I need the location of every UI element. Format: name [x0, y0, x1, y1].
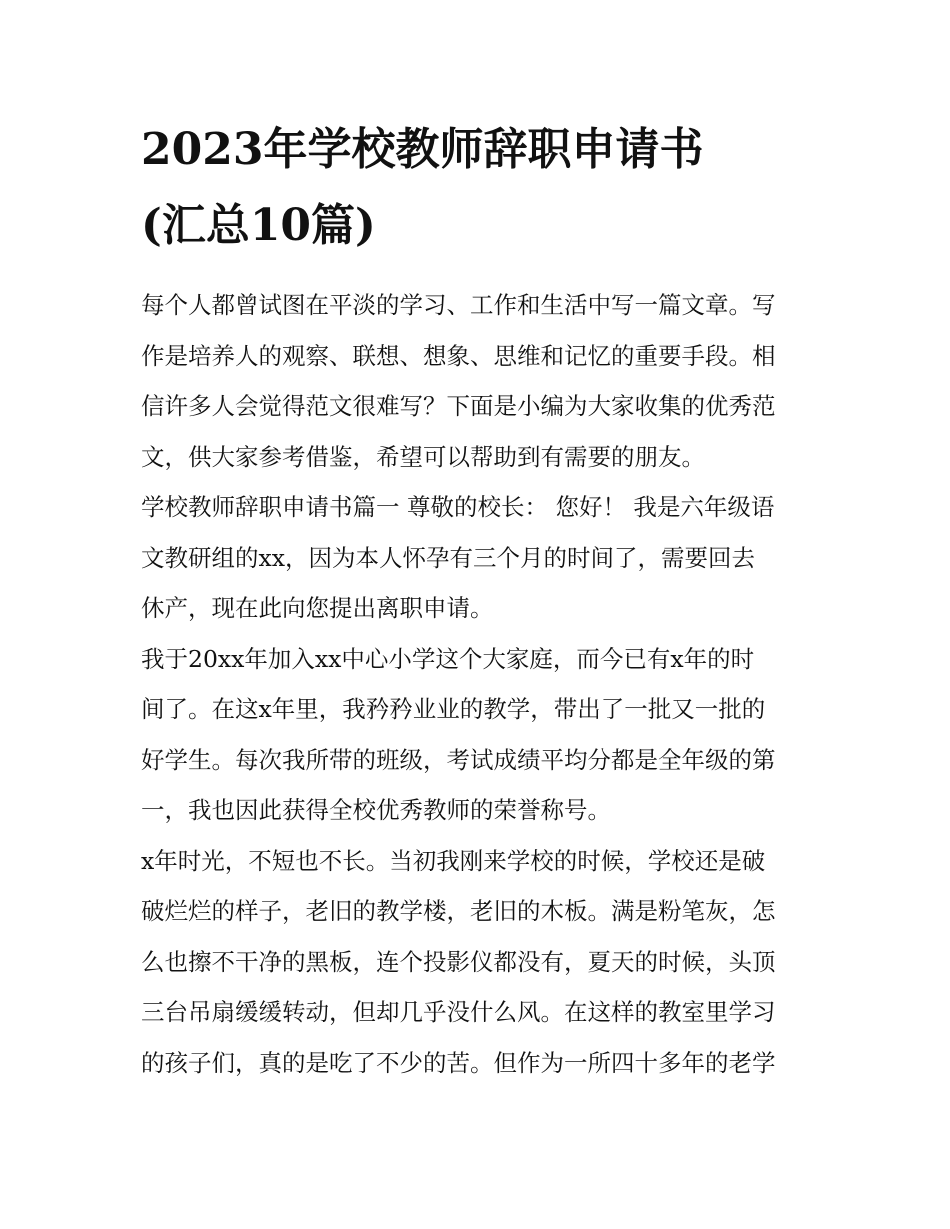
- title-line: (汇总10篇): [141, 200, 376, 251]
- text-line: 一，我也因此获得全校优秀教师的荣誉称号。: [141, 796, 611, 824]
- text-line: 每个人都曾试图在平淡的学习、工作和生活中写一篇文章。写: [141, 291, 776, 319]
- intro-paragraph: [141, 280, 811, 482]
- text-line: 文，供大家参考借鉴，希望可以帮助到有需要的朋友。: [141, 442, 705, 471]
- text-line: 三台吊扇缓缓转动，但却几乎没什么风。在这样的教室里学习: [141, 998, 776, 1026]
- memories-paragraph: [141, 836, 811, 1089]
- text-line: 休产，现在此向您提出离职申请。: [141, 594, 494, 622]
- document-body: [141, 280, 811, 1088]
- text-line: 信许多人会觉得范文很难写？下面是小编为大家收集的优秀范: [141, 392, 776, 420]
- text-line: 间了。在这x年里，我矜矜业业的教学，带出了一批又一批的: [141, 695, 766, 723]
- text-line: 么也擦不干净的黑板，连个投影仪都没有，夏天的时候，头顶: [141, 947, 776, 976]
- text-line: 作是培养人的观察、联想、想象、思维和记忆的重要手段。相: [141, 341, 776, 370]
- text-line: 文教研组的xx，因为本人怀孕有三个月的时间了，需要回去: [141, 543, 756, 572]
- text-line: 我于20xx年加入xx中心小学这个大家庭，而今已有x年的时: [141, 644, 755, 673]
- text-line: 的孩子们，真的是吃了不少的苦。但作为一所四十多年的老学: [141, 1048, 776, 1077]
- title-line: 2023年学校教师辞职申请书: [141, 124, 704, 175]
- career-paragraph: [141, 634, 811, 836]
- document-title: [141, 112, 821, 264]
- text-line: 学校教师辞职申请书篇一 尊敬的校长： 您好！ 我是六年级语: [141, 493, 775, 521]
- text-line: 好学生。每次我所带的班级，考试成绩平均分都是全年级的第: [141, 745, 776, 774]
- letter-opening-paragraph: [141, 482, 811, 634]
- text-line: x年时光，不短也不长。当初我刚来学校的时候，学校还是破: [141, 846, 766, 875]
- text-line: 破烂烂的样子，老旧的教学楼，老旧的木板。满是粉笔灰，怎: [141, 897, 776, 925]
